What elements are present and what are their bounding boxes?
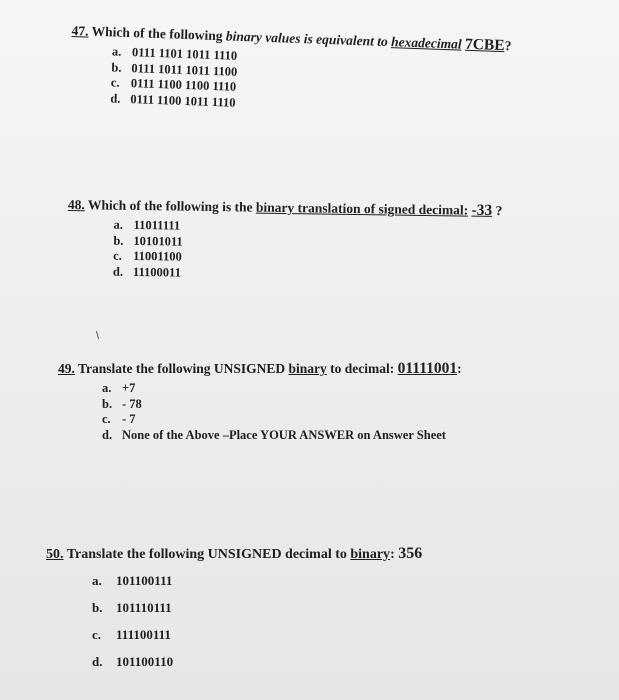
pen-mark [96,331,99,339]
question-text-2: : [390,547,399,562]
option-letter: d. [110,90,121,106]
question-text-italic: binary values is equivalent to [225,28,392,50]
question-number: 48. [67,196,85,213]
question-number: 49. [58,361,75,376]
options-list [92,567,422,675]
question-50 [46,545,422,675]
option-letter: d. [112,264,124,279]
option-letter: a. [102,381,112,395]
question-text-2: to decimal: [326,361,398,376]
question-number: 47. [71,22,89,39]
option-value: 0111 1100 1100 1110 [130,76,237,94]
question-49-heading [58,360,462,378]
option-value: 11011111 [133,217,181,233]
option-letter: b. [102,396,113,411]
question-term: hexadecimal [390,34,462,52]
option-value: 0111 1101 1011 1110 [131,45,238,63]
option-letter: d. [92,654,103,669]
question-47 [69,22,512,120]
option-value: 11001100 [133,248,182,264]
option-letter: a. [111,44,122,59]
option [92,621,422,648]
question-48 [67,196,503,285]
option-value: 101100111 [116,573,173,588]
option [92,594,422,621]
option-letter: b. [113,233,124,248]
option-value: 0111 1011 1011 1100 [131,60,238,79]
option-letter: c. [113,248,122,263]
question-text: Which of the following [91,23,227,44]
question-value: 01111001 [397,360,458,377]
question-50-heading [46,545,422,563]
option-value: 101110111 [116,600,172,615]
option-letter: d. [102,427,113,442]
question-text: Translate the following UNSIGNED [78,361,289,376]
question-end: ? [504,38,512,54]
option [102,397,462,413]
option-value: 111100111 [116,627,171,642]
option [92,567,422,594]
option-value: - 78 [122,396,142,411]
option [102,381,462,397]
option-letter: b. [111,59,122,75]
question-term: binary translation of signed decimal: [255,199,469,218]
options-list [110,44,511,120]
question-term: binary [288,361,327,376]
option [102,412,462,428]
question-term: binary [350,547,391,562]
option-letter: b. [92,600,103,615]
question-number: 50. [46,547,64,562]
options-list [102,381,462,443]
option-letter: a. [92,573,102,588]
option-letter: a. [113,217,124,232]
option-letter: c. [102,412,111,426]
question-value: 7CBE [464,35,505,55]
question-49 [58,360,462,443]
option-value: 0111 1100 1011 1110 [130,91,236,110]
question-text: Translate the following UNSIGNED decimal to [66,547,351,562]
question-end: : [457,361,462,376]
option-letter: c. [92,627,102,642]
options-list [113,218,502,285]
option-value: 10101011 [133,233,183,249]
question-48-heading [68,196,503,220]
question-text: Which of the following is the [87,197,256,215]
option-value: +7 [122,381,136,395]
option [102,428,462,444]
option-letter: c. [110,75,120,90]
option-value: 11100011 [132,264,181,280]
option [92,648,422,675]
question-value: -33 [471,201,493,219]
option-value: None of the Above –Place YOUR ANSWER on Answer Sheet [122,427,446,442]
option-value: - 7 [122,412,136,426]
option-value: 101100110 [116,654,174,669]
question-end: ? [492,202,503,219]
question-value: 356 [398,545,423,562]
